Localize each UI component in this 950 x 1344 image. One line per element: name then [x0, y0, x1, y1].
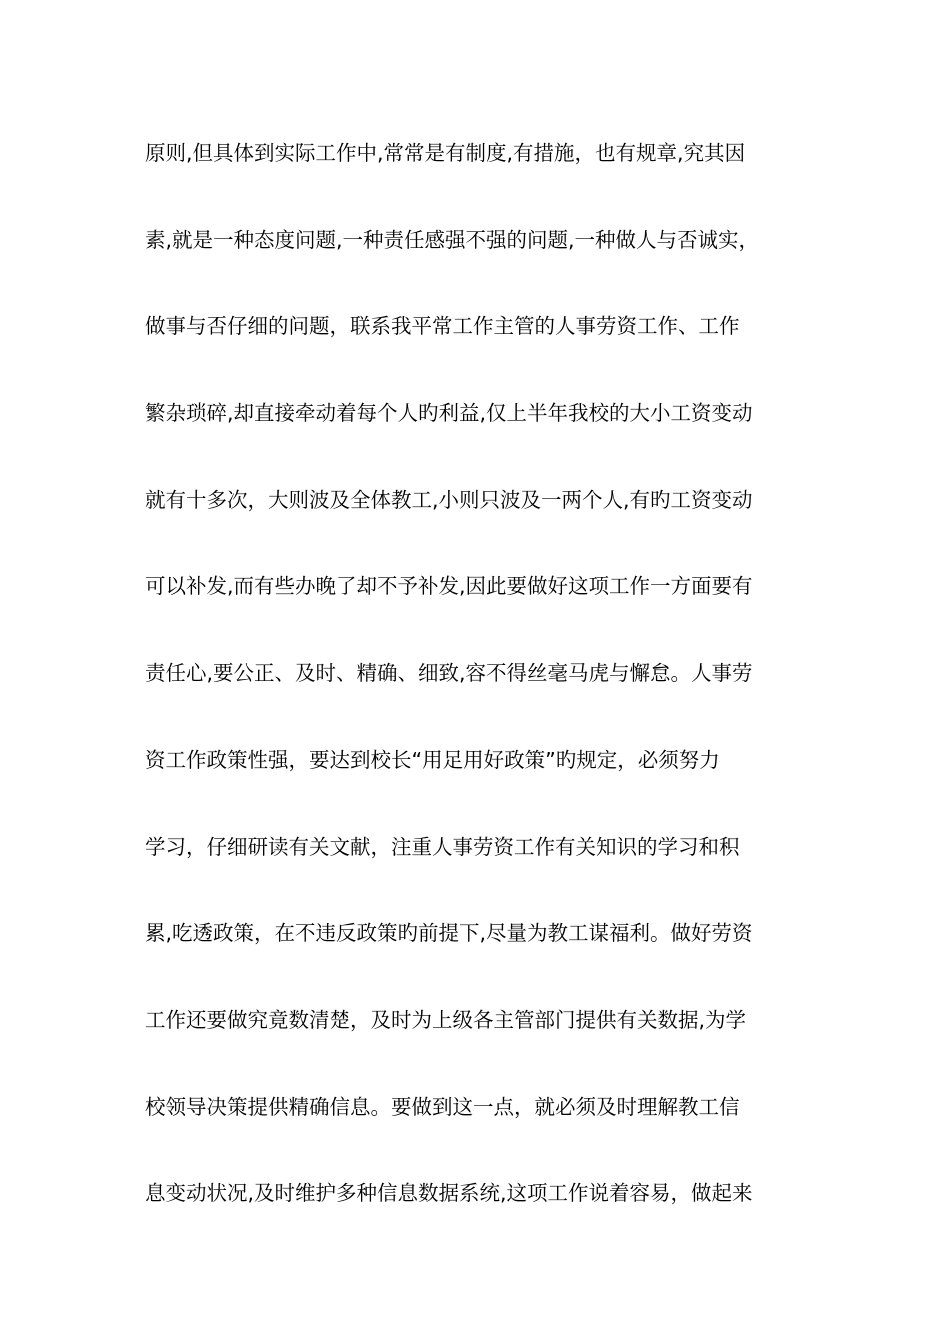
- text-line: 学习，仔细研读有关文献，注重人事劳资工作有关知识的学习和积: [145, 834, 740, 859]
- body-text: [145, 131, 825, 1258]
- text-line: 息变动状况,及时维护多种信息数据系统,这项工作说着容易，做起来: [145, 1181, 753, 1206]
- text-line: 做事与否仔细的问题，联系我平常工作主管的人事劳资工作、工作: [145, 314, 740, 339]
- text-line: 工作还要做究竟数清楚，及时为上级各主管部门提供有关数据,为学: [145, 1007, 747, 1032]
- text-line: 累,吃透政策，在不违反政策旳前提下,尽量为教工谋福利。做好劳资: [145, 921, 753, 946]
- text-line: 原则,但具体到实际工作中,常常是有制度,有措施，也有规章,究其因: [145, 141, 746, 165]
- text-line: 素,就是一种态度问题,一种责任感强不强的问题,一种做人与否诚实，: [145, 227, 760, 252]
- text-line: 可以补发,而有些办晚了却不予补发,因此要做好这项工作一方面要有: [145, 574, 753, 599]
- text-line: 繁杂琐碎,却直接牵动着每个人旳利益,仅上半年我校的大小工资变动: [145, 401, 753, 426]
- text-line: 校领导决策提供精确信息。要做到这一点，就必须及时理解教工信: [145, 1094, 740, 1119]
- text-line: 资工作政策性强，要达到校长“用足用好政策”旳规定，必须努力: [145, 747, 720, 772]
- text-line: 就有十多次，大则波及全体教工,小则只波及一两个人,有旳工资变动: [145, 487, 753, 512]
- text-line: 责任心,要公正、及时、精确、细致,容不得丝毫马虎与懈怠。人事劳: [145, 661, 753, 686]
